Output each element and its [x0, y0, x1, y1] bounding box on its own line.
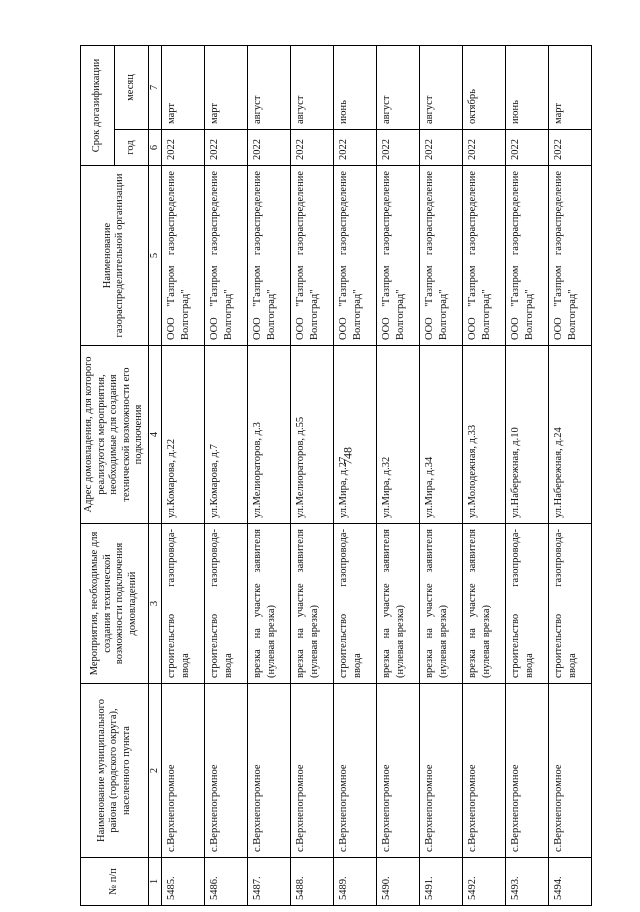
row-number: 5486. [204, 858, 247, 906]
table-row [462, 45, 505, 905]
organization-name: ООО "Газпром газораспределение Волгоград" [204, 166, 247, 346]
year-value: 2022 [505, 130, 548, 166]
column-number: 2 [148, 684, 161, 858]
measure-text: строительство газопровода-ввода [333, 524, 376, 684]
table-row [376, 45, 419, 905]
year-value: 2022 [462, 130, 505, 166]
measure-text: врезка на участке заявителя (нулевая врезка) [376, 524, 419, 684]
header-address: Адрес домовладения, для которого реализуются мероприятия, необходимые для создания технической возможности его подключения [81, 346, 149, 524]
measure-text: строительство газопровода-ввода [161, 524, 204, 684]
measure-text: врезка на участке заявителя (нулевая врезка) [290, 524, 333, 684]
column-number: 4 [148, 346, 161, 524]
settlement-name: с.Верхнепогромное [548, 684, 591, 858]
address-text: ул.Набережная, д.10 [505, 346, 548, 524]
year-value: 2022 [333, 130, 376, 166]
month-value: июнь [333, 45, 376, 129]
table-row [505, 45, 548, 905]
measure-text: строительство газопровода-ввода [505, 524, 548, 684]
organization-name: ООО "Газпром газораспределение Волгоград" [333, 166, 376, 346]
table-row [419, 45, 462, 905]
column-number: 5 [148, 166, 161, 346]
year-value: 2022 [204, 130, 247, 166]
row-number: 5492. [462, 858, 505, 906]
organization-name: ООО "Газпром газораспределение Волгоград" [419, 166, 462, 346]
month-value: август [290, 45, 333, 129]
table-row [548, 45, 591, 905]
row-number: 5487. [247, 858, 290, 906]
month-value: август [247, 45, 290, 129]
column-number: 7 [148, 45, 161, 129]
table-body [161, 45, 591, 905]
header-term: Срок догазификации [81, 45, 115, 165]
table-row [290, 45, 333, 905]
header-org: Наименование газораспределительной организации [81, 166, 149, 346]
row-number: 5490. [376, 858, 419, 906]
column-number: 3 [148, 524, 161, 684]
organization-name: ООО "Газпром газораспределение Волгоград" [376, 166, 419, 346]
month-value: октябрь [462, 45, 505, 129]
month-value: июнь [505, 45, 548, 129]
organization-name: ООО "Газпром газораспределение Волгоград" [505, 166, 548, 346]
organization-name: ООО "Газпром газораспределение Волгоград" [548, 166, 591, 346]
address-text: ул.Набережная, д.24 [548, 346, 591, 524]
column-number-row [148, 45, 161, 905]
row-number: 5489. [333, 858, 376, 906]
year-value: 2022 [548, 130, 591, 166]
row-number: 5493. [505, 858, 548, 906]
address-text: ул.Мира, д.34 [419, 346, 462, 524]
header-row [81, 45, 115, 905]
column-number: 6 [148, 130, 161, 166]
header-year: год [114, 130, 148, 166]
year-value: 2022 [376, 130, 419, 166]
organization-name: ООО "Газпром газораспределение Волгоград" [462, 166, 505, 346]
page-number: 748 [340, 447, 355, 465]
header-num: № п/п [81, 858, 149, 906]
settlement-name: с.Верхнепогромное [161, 684, 204, 858]
settlement-name: с.Верхнепогромное [204, 684, 247, 858]
settlement-name: с.Верхнепогромное [376, 684, 419, 858]
settlement-name: с.Верхнепогромное [462, 684, 505, 858]
year-value: 2022 [161, 130, 204, 166]
address-text: ул.Мира, д.27 [333, 346, 376, 524]
address-text: ул.Мелиораторов, д.3 [247, 346, 290, 524]
month-value: август [419, 45, 462, 129]
year-value: 2022 [290, 130, 333, 166]
month-value: март [548, 45, 591, 129]
measure-text: врезка на участке заявителя (нулевая врезка) [419, 524, 462, 684]
measure-text: врезка на участке заявителя (нулевая врезка) [462, 524, 505, 684]
table-row [204, 45, 247, 905]
year-value: 2022 [419, 130, 462, 166]
address-text: ул.Комарова, д.7 [204, 346, 247, 524]
address-text: ул.Комарова, д.22 [161, 346, 204, 524]
row-number: 5494. [548, 858, 591, 906]
organization-name: ООО "Газпром газораспределение Волгоград" [247, 166, 290, 346]
month-value: март [204, 45, 247, 129]
month-value: август [376, 45, 419, 129]
settlement-name: с.Верхнепогромное [419, 684, 462, 858]
measure-text: врезка на участке заявителя (нулевая врезка) [247, 524, 290, 684]
address-text: ул.Молодежная, д.33 [462, 346, 505, 524]
row-number: 5488. [290, 858, 333, 906]
address-text: ул.Мелиораторов, д.55 [290, 346, 333, 524]
header-name: Наименование муниципального района (городского округа), населенного пункта [81, 684, 149, 858]
header-month: месяц [114, 45, 148, 129]
gasification-table [80, 45, 592, 906]
header-measures: Мероприятия, необходимые для создания технической возможности подключения домовладений [81, 524, 149, 684]
table-row [247, 45, 290, 905]
organization-name: ООО "Газпром газораспределение Волгоград" [290, 166, 333, 346]
table-row [333, 45, 376, 905]
row-number: 5491. [419, 858, 462, 906]
month-value: март [161, 45, 204, 129]
settlement-name: с.Верхнепогромное [505, 684, 548, 858]
row-number: 5485. [161, 858, 204, 906]
settlement-name: с.Верхнепогромное [247, 684, 290, 858]
rotated-table-container [80, 46, 625, 906]
table-row [161, 45, 204, 905]
settlement-name: с.Верхнепогромное [333, 684, 376, 858]
settlement-name: с.Верхнепогромное [290, 684, 333, 858]
measure-text: строительство газопровода-ввода [548, 524, 591, 684]
column-number: 1 [148, 858, 161, 906]
year-value: 2022 [247, 130, 290, 166]
organization-name: ООО "Газпром газораспределение Волгоград" [161, 166, 204, 346]
address-text: ул.Мира, д.32 [376, 346, 419, 524]
measure-text: строительство газопровода-ввода [204, 524, 247, 684]
